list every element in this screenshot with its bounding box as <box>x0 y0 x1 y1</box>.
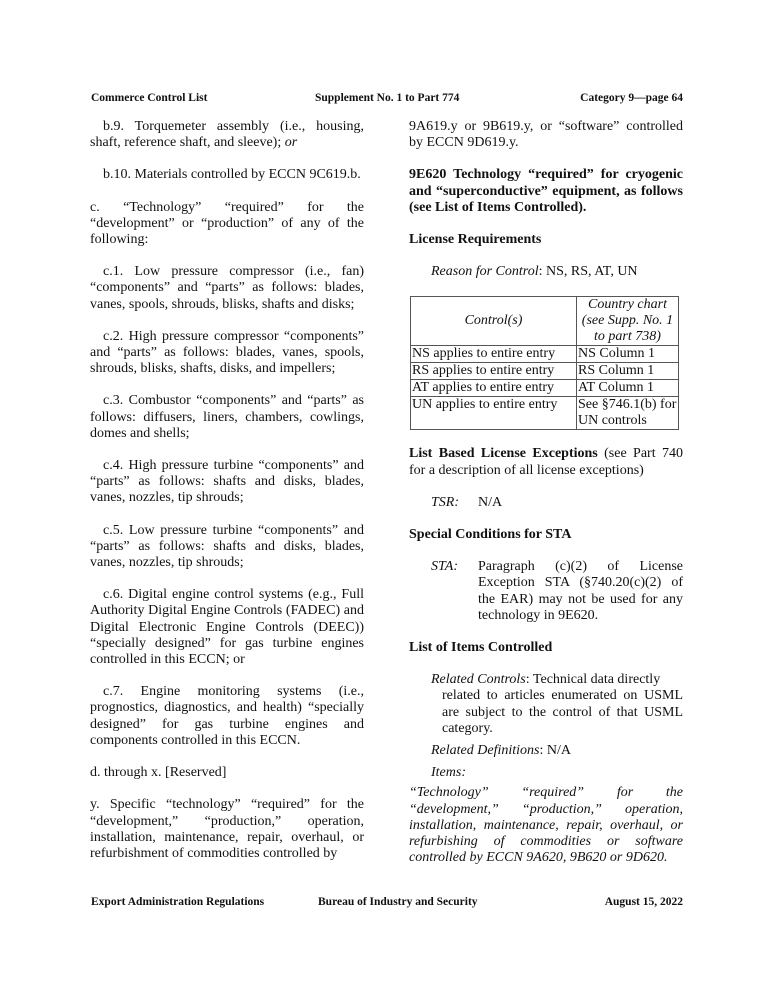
para-y: y. Specific “technology” “required” for the “development,” “production,” operation, installation, maintenance, repair, overhaul, or refurbishment of commodities controlled by <box>90 797 364 861</box>
para-c: c. “Technology” “required” for the “development” or “production” of any of the following: <box>90 199 364 248</box>
para-c6: c.6. Digital engine control systems (e.g., Full Authority Digital Engine Controls (FADEC) and Digital Electronic Engine Controls (DEEC)) “specially designed” for gas turbine engines controlled in this ECCN; or <box>90 587 364 668</box>
para-c7: c.7. Engine monitoring systems (i.e., prognostics, diagnostics, and health) “specially designed” for gas turbine engines and components controlled in this ECCN. <box>90 684 364 748</box>
tsr-row <box>409 495 683 511</box>
right-column <box>409 119 683 866</box>
header-center: Supplement No. 1 to Part 774 <box>315 92 460 104</box>
license-table <box>410 296 679 430</box>
related-controls-continued: related to articles enumerated on USML are subject to the control of that USML category. <box>442 688 683 736</box>
related-controls-label: Related Controls <box>431 672 526 688</box>
items-label: Items: <box>431 765 466 781</box>
table-cell: AT Column 1 <box>577 380 679 397</box>
related-controls <box>431 672 683 737</box>
sta-row <box>409 559 683 624</box>
para-d-through-x: d. through x. [Reserved] <box>90 765 227 781</box>
sta-text: Paragraph (c)(2) of License Exception STA (§740.20(c)(2) of the EAR) may not be used for any technology in 9E620. <box>478 559 683 623</box>
para-c3: c.3. Combustor “components” and “parts” as follows: diffusers, liners, chambers, cowlings, domes and shells; <box>90 393 364 441</box>
table-cell: See §746.1(b) for UN controls <box>577 397 679 430</box>
para-b9-or: or <box>284 135 298 151</box>
column-header-controls: Control(s) <box>411 297 577 346</box>
table-header-row <box>411 297 679 346</box>
table-cell: NS Column 1 <box>577 346 679 363</box>
table-cell: RS Column 1 <box>577 363 679 380</box>
sta-label-text: STA <box>431 559 454 575</box>
lble-heading-bold: List Based License Exceptions <box>409 446 598 462</box>
header-right: Category 9—page 64 <box>580 92 683 104</box>
table-cell: UN applies to entire entry <box>411 397 577 430</box>
footer-left: Export Administration Regulations <box>91 896 265 908</box>
para-b10: b.10. Materials controlled by ECCN 9C619.b. <box>103 167 361 183</box>
para-y-continued: 9A619.y or 9B619.y, or “software” controlled by ECCN 9D619.y. <box>409 119 683 151</box>
para-c5: c.5. Low pressure turbine “components” and “parts” as follows: shafts and disks, blades, vanes, nozzles, tip shrouds; <box>90 522 364 571</box>
reason-label: Reason for Control <box>431 264 539 280</box>
items-text: “Technology” “required” for the “development,” “production,” operation, installation, maintenance, repair, overhaul, or refurbishing of commodities or software controlled by ECCN 9A620, 9B620 or 9D620. <box>409 785 683 866</box>
table-row <box>411 397 679 430</box>
para-b9-text: b.9. Torquemeter assembly (i.e., housing, shaft, reference shaft, and sleeve); <box>90 119 364 151</box>
related-definitions-value: : N/A <box>539 743 571 759</box>
table-cell: RS applies to entire entry <box>411 363 577 380</box>
left-column <box>90 119 364 862</box>
lble-heading <box>409 446 683 478</box>
footer-right: August 15, 2022 <box>604 896 683 908</box>
header-left: Commerce Control List <box>91 92 208 104</box>
items-controlled-heading: List of Items Controlled <box>409 640 553 656</box>
reason-for-control <box>409 264 683 280</box>
related-definitions <box>409 743 683 759</box>
tsr-label: TSR: <box>431 494 460 510</box>
table-row <box>411 380 679 397</box>
lble-heading-rest: (see Part 740 for a description of all license exceptions) <box>409 446 683 478</box>
sta-label: STA: <box>431 559 458 575</box>
tsr-label-text: TSR <box>431 494 455 510</box>
sta-heading: Special Conditions for STA <box>409 527 572 543</box>
related-controls-text: : Technical data directly <box>525 672 661 688</box>
table-row <box>411 346 679 363</box>
related-definitions-label: Related Definitions <box>431 743 540 759</box>
table-cell: AT applies to entire entry <box>411 380 577 397</box>
items-label-text: Items <box>431 765 462 781</box>
reason-value: : NS, RS, AT, UN <box>538 264 638 280</box>
column-header-country-chart: Country chart (see Supp. No. 1 to part 738) <box>577 297 679 346</box>
table-cell: NS applies to entire entry <box>411 346 577 363</box>
para-c1: c.1. Low pressure compressor (i.e., fan) “components” and “parts” as follows: blades, vanes, spools, shrouds, blisks, shafts and disks; <box>90 264 364 312</box>
tsr-value: N/A <box>478 494 503 510</box>
para-c2: c.2. High pressure compressor “components” and “parts” as follows: blades, vanes, spools, shrouds, blisks, shafts, disks, and impellers; <box>90 328 364 377</box>
para-b9 <box>90 119 364 151</box>
footer-center: Bureau of Industry and Security <box>318 896 478 908</box>
license-requirements-heading: License Requirements <box>409 232 542 248</box>
para-c4: c.4. High pressure turbine “components” and “parts” as follows: shafts and disks, blades, vanes, nozzles, tip shrouds; <box>90 458 364 506</box>
eccn-heading-9e620: 9E620 Technology “required” for cryogenic and “superconductive” equipment, as follows (see List of Items Controlled). <box>409 167 683 215</box>
table-row <box>411 363 679 380</box>
